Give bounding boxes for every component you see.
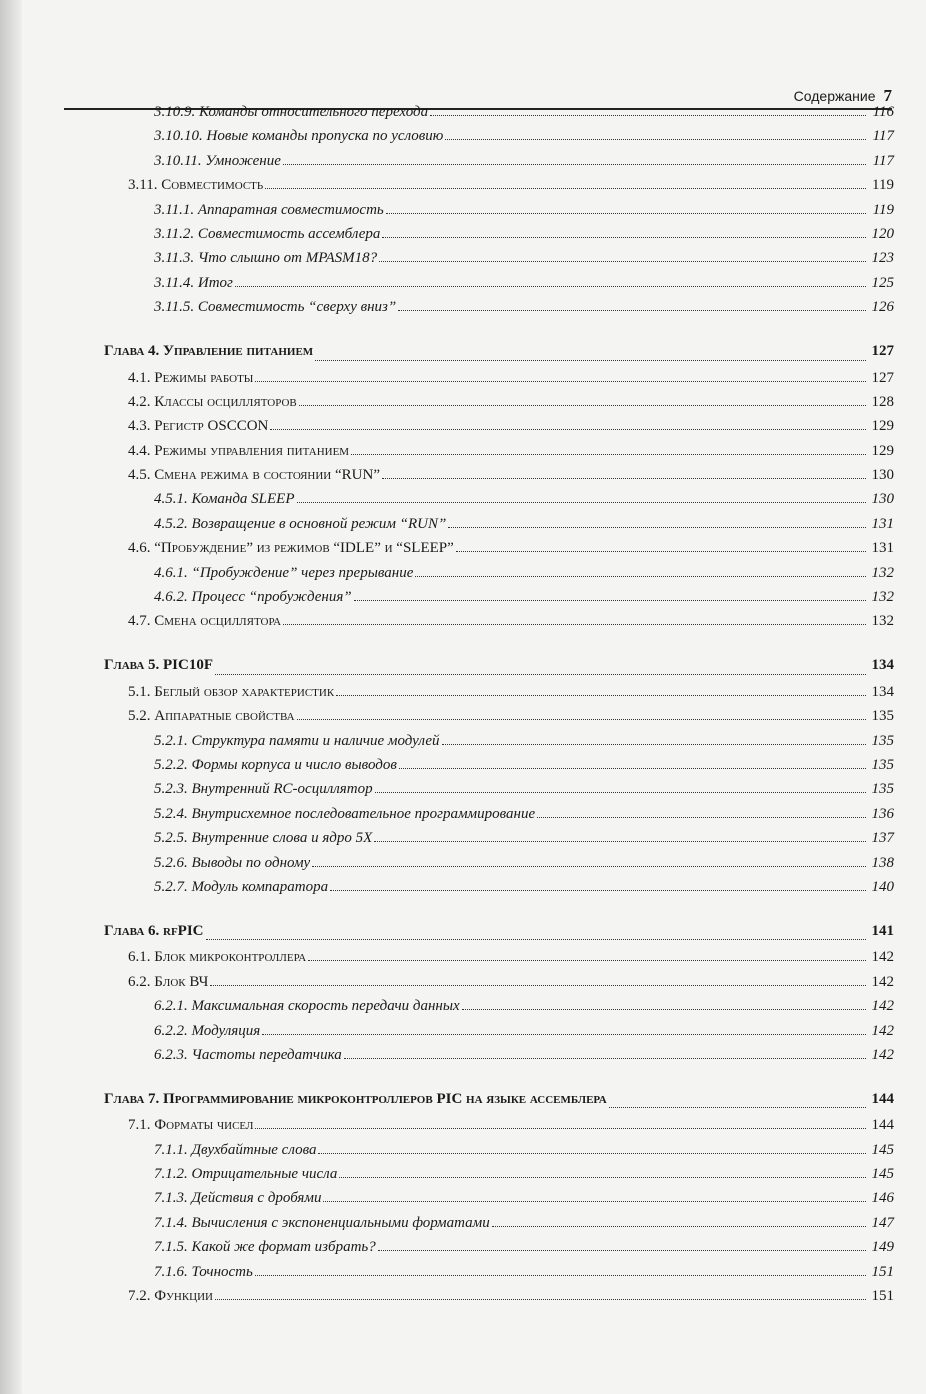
toc-entry-title: 4.5.1. Команда SLEEP <box>154 491 295 508</box>
dot-leader <box>351 454 866 455</box>
toc-entry <box>104 974 894 998</box>
toc-entry-title: 6.2.3. Частоты передатчика <box>154 1046 342 1063</box>
toc-entry <box>104 1142 894 1166</box>
toc-entry-page: 142 <box>871 973 894 990</box>
toc-entry <box>104 516 894 540</box>
dot-leader <box>255 381 866 382</box>
dot-leader <box>448 527 866 528</box>
dot-leader <box>206 939 866 940</box>
dot-leader <box>297 502 866 503</box>
toc-chapter-entry <box>104 638 894 684</box>
dot-leader <box>215 674 866 675</box>
toc-entry-page: 119 <box>872 201 894 218</box>
toc-entry-page: 130 <box>871 467 894 484</box>
toc-entry-page: 134 <box>871 657 894 674</box>
toc-entry <box>104 855 894 879</box>
toc-entry <box>104 443 894 467</box>
dot-leader <box>462 1009 866 1010</box>
toc-entry <box>104 757 894 781</box>
toc-entry-title: 6.2.1. Максимальная скорость передачи данных <box>154 998 460 1015</box>
toc-entry-title: 4.3. Регистр OSCCON <box>128 418 269 435</box>
dot-leader <box>339 1177 866 1178</box>
toc-entry <box>104 830 894 854</box>
toc-entry <box>104 1023 894 1047</box>
dot-leader <box>315 360 866 361</box>
toc-entry-title: Глава 6. rfPIC <box>104 922 204 939</box>
toc-entry-page: 132 <box>871 564 894 581</box>
dot-leader <box>344 1058 866 1059</box>
dot-leader <box>255 1275 866 1276</box>
toc-entry-title: 4.5. Смена режима в состоянии “RUN” <box>128 467 380 484</box>
toc-entry-title: Глава 4. Управление питанием <box>104 343 314 360</box>
toc-entry-page: 145 <box>871 1141 894 1158</box>
toc-entry-title: 4.6. “Пробуждение” из режимов “IDLE” и “SLEEP” <box>128 540 454 557</box>
toc-entry <box>104 394 894 418</box>
dot-leader <box>312 866 866 867</box>
toc-entry-page: 136 <box>871 805 894 822</box>
dot-leader <box>215 1299 866 1300</box>
dot-leader <box>255 1128 866 1129</box>
toc-entry-page: 117 <box>872 128 894 145</box>
toc-entry <box>104 1190 894 1214</box>
toc-entry-title: 7.1.4. Вычисления с экспоненциальными форматами <box>154 1214 490 1231</box>
toc-entry-title: 5.2.1. Структура памяти и наличие модулей <box>154 732 440 749</box>
toc-entry-page: 142 <box>871 949 894 966</box>
toc-entry-page: 135 <box>871 756 894 773</box>
toc-entry <box>104 1047 894 1071</box>
toc-entry-page: 141 <box>871 922 894 939</box>
dot-leader <box>492 1226 866 1227</box>
toc-entry-title: 7.1.5. Какой же формат избрать? <box>154 1239 376 1256</box>
toc-entry <box>104 467 894 491</box>
toc-entry <box>104 250 894 274</box>
dot-leader <box>354 600 866 601</box>
toc-entry-title: 3.10.11. Умножение <box>154 152 281 169</box>
toc-entry <box>104 1264 894 1288</box>
dot-leader <box>386 213 866 214</box>
toc-entry-page: 116 <box>872 104 894 120</box>
toc-entry <box>104 781 894 805</box>
toc-entry-title: 3.11. Совместимость <box>128 177 264 194</box>
dot-leader <box>283 624 866 625</box>
toc-entry-title: 3.10.9. Команды относительного перехода <box>154 104 429 120</box>
toc-entry-page: 151 <box>871 1288 894 1305</box>
toc-entry <box>104 879 894 903</box>
toc-entry <box>104 202 894 226</box>
toc-entry-title: 3.11.5. Совместимость “сверху вниз” <box>154 299 397 316</box>
toc-entry-title: Глава 7. Программирование микроконтроллеров PIC на языке ассемблера <box>104 1090 607 1107</box>
toc-entry-page: 120 <box>871 225 894 242</box>
toc-entry <box>104 128 894 152</box>
toc-entry-page: 142 <box>871 1022 894 1039</box>
toc-entry <box>104 177 894 201</box>
toc-entry-page: 128 <box>871 393 894 410</box>
toc-entry <box>104 806 894 830</box>
dot-leader <box>262 1034 866 1035</box>
toc-entry <box>104 1288 894 1312</box>
toc-chapter-entry <box>104 903 894 949</box>
toc-entry-page: 144 <box>871 1090 894 1107</box>
toc-entry-title: Глава 5. PIC10F <box>104 657 214 674</box>
toc-entry <box>104 275 894 299</box>
toc-entry-page: 149 <box>871 1239 894 1256</box>
toc-entry-title: 5.2.7. Модуль компаратора <box>154 878 329 895</box>
page-number: 7 <box>883 86 892 105</box>
dot-leader <box>398 310 866 311</box>
toc-entry-page: 142 <box>871 1046 894 1063</box>
toc-entry-page: 147 <box>871 1214 894 1231</box>
toc-entry-page: 129 <box>871 418 894 435</box>
toc-entry-page: 119 <box>872 177 894 194</box>
toc-entry-title: 3.11.2. Совместимость ассемблера <box>154 225 381 242</box>
dot-leader <box>297 719 866 720</box>
toc-entry-title: 3.11.4. Итог <box>154 274 233 291</box>
dot-leader <box>445 139 866 140</box>
toc-entry <box>104 153 894 177</box>
toc-entry-title: 5.2.2. Формы корпуса и число выводов <box>154 756 397 773</box>
toc-entry-title: 7.1.3. Действия с дробями <box>154 1190 322 1207</box>
toc-entry-page: 145 <box>871 1166 894 1183</box>
toc-entry-title: 4.6.2. Процесс “пробуждения” <box>154 589 352 606</box>
toc-entry-title: 7.1. Форматы чисел <box>128 1117 254 1134</box>
toc-entry <box>104 949 894 973</box>
toc-entry <box>104 998 894 1022</box>
toc-entry-title: 7.1.2. Отрицательные числа <box>154 1166 338 1183</box>
dot-leader <box>415 576 866 577</box>
dot-leader <box>330 890 866 891</box>
running-title: Содержание <box>793 88 876 104</box>
toc-entry-page: 151 <box>871 1263 894 1280</box>
toc-entry-title: 6.2. Блок ВЧ <box>128 973 209 990</box>
running-head <box>794 86 892 106</box>
toc-entry-page: 134 <box>871 683 894 700</box>
dot-leader <box>210 985 866 986</box>
toc-entry-page: 135 <box>871 708 894 725</box>
dot-leader <box>379 261 866 262</box>
toc-entry <box>104 613 894 637</box>
toc-entry <box>104 418 894 442</box>
toc-entry-title: 4.1. Режимы работы <box>128 369 254 386</box>
toc-entry <box>104 1117 894 1141</box>
dot-leader <box>382 478 866 479</box>
toc-entry-title: 5.2.5. Внутренние слова и ядро 5X <box>154 830 373 847</box>
toc-entry-page: 123 <box>871 250 894 267</box>
toc-entry-title: 3.11.3. Что слышно от MPASM18? <box>154 250 378 267</box>
toc-entry-title: 7.1.1. Двухбайтные слова <box>154 1141 317 1158</box>
toc-entry <box>104 104 894 128</box>
toc-entry-title: 7.2. Функции <box>128 1288 214 1305</box>
toc-entry-title: 4.5.2. Возвращение в основной режим “RUN” <box>154 515 447 532</box>
toc-entry <box>104 226 894 250</box>
dot-leader <box>318 1153 866 1154</box>
toc-entry-page: 129 <box>871 442 894 459</box>
dot-leader <box>382 237 866 238</box>
toc-chapter-entry <box>104 1071 894 1117</box>
toc-entry <box>104 299 894 323</box>
toc-entry-page: 127 <box>871 369 894 386</box>
dot-leader <box>235 286 866 287</box>
dot-leader <box>609 1107 866 1108</box>
toc-entry-title: 4.6.1. “Пробуждение” через прерывание <box>154 564 414 581</box>
toc-entry-page: 130 <box>871 491 894 508</box>
toc-entry <box>104 684 894 708</box>
dot-leader <box>537 817 866 818</box>
toc-entry <box>104 370 894 394</box>
toc-entry-title: 5.2. Аппаратные свойства <box>128 708 295 725</box>
toc-entry-title: 6.1. Блок микроконтроллера <box>128 949 307 966</box>
toc-entry-page: 137 <box>871 830 894 847</box>
toc-entry-title: 3.10.10. Новые команды пропуска по условию <box>154 128 444 145</box>
toc-entry-title: 7.1.6. Точность <box>154 1263 253 1280</box>
dot-leader <box>378 1250 866 1251</box>
toc-entry <box>104 1166 894 1190</box>
toc-entry <box>104 565 894 589</box>
toc-entry-page: 126 <box>871 299 894 316</box>
toc-entry <box>104 589 894 613</box>
toc-entry <box>104 708 894 732</box>
table-of-contents <box>104 104 894 1312</box>
toc-entry <box>104 491 894 515</box>
toc-entry-title: 4.4. Режимы управления питанием <box>128 442 350 459</box>
toc-entry-page: 131 <box>871 515 894 532</box>
toc-entry <box>104 733 894 757</box>
toc-entry <box>104 540 894 564</box>
toc-entry-page: 135 <box>871 732 894 749</box>
dot-leader <box>375 792 866 793</box>
toc-entry-title: 5.2.3. Внутренний RC-осциллятор <box>154 781 373 798</box>
toc-entry-page: 138 <box>871 854 894 871</box>
dot-leader <box>265 188 866 189</box>
dot-leader <box>270 429 866 430</box>
toc-entry-page: 135 <box>871 781 894 798</box>
toc-entry <box>104 1239 894 1263</box>
toc-entry-page: 132 <box>871 589 894 606</box>
toc-entry-page: 144 <box>871 1117 894 1134</box>
toc-entry-title: 4.7. Смена осциллятора <box>128 613 282 630</box>
toc-entry-page: 140 <box>871 878 894 895</box>
dot-leader <box>430 115 866 116</box>
toc-entry-title: 4.2. Классы осцилляторов <box>128 393 297 410</box>
toc-entry-title: 6.2.2. Модуляция <box>154 1022 261 1039</box>
dot-leader <box>308 960 866 961</box>
toc-entry-page: 127 <box>871 343 894 360</box>
dot-leader <box>299 405 866 406</box>
toc-entry-title: 5.2.4. Внутрисхемное последовательное программирование <box>154 805 536 822</box>
toc-chapter-entry <box>104 324 894 370</box>
toc-entry-page: 142 <box>871 998 894 1015</box>
dot-leader <box>283 164 866 165</box>
dot-leader <box>399 768 866 769</box>
dot-leader <box>456 551 866 552</box>
dot-leader <box>336 695 866 696</box>
dot-leader <box>374 841 866 842</box>
toc-entry-title: 3.11.1. Аппаратная совместимость <box>154 201 384 218</box>
toc-entry-page: 125 <box>871 274 894 291</box>
toc-entry-title: 5.1. Беглый обзор характеристик <box>128 683 335 700</box>
toc-entry-page: 146 <box>871 1190 894 1207</box>
toc-entry-page: 117 <box>872 152 894 169</box>
toc-entry-page: 132 <box>871 613 894 630</box>
toc-entry-page: 131 <box>871 540 894 557</box>
book-gutter-shadow <box>0 0 22 1394</box>
dot-leader <box>323 1201 866 1202</box>
dot-leader <box>442 744 866 745</box>
toc-entry <box>104 1215 894 1239</box>
toc-entry-title: 5.2.6. Выводы по одному <box>154 854 311 871</box>
